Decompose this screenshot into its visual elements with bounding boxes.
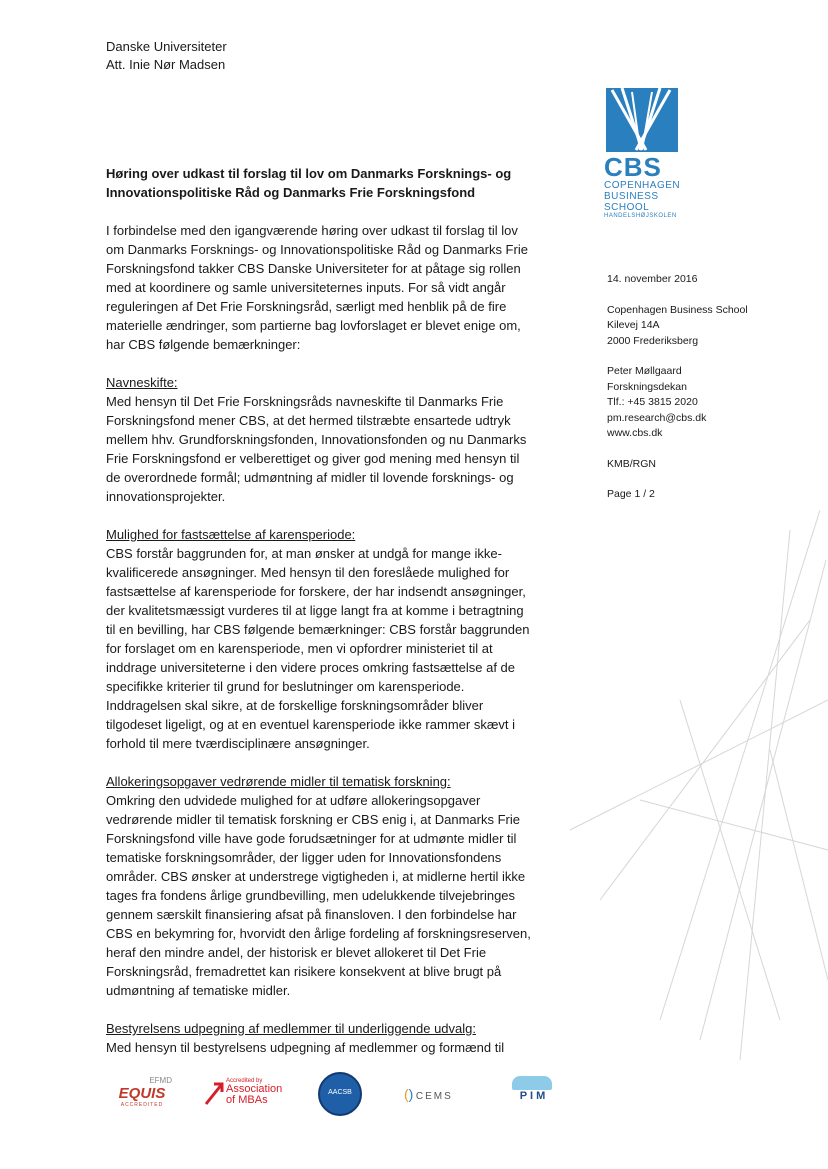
section-line: Inddragelsen skal sikre, at de forskellige forskningsområder bliver (106, 698, 484, 713)
cbs-logo-sub-1: COPENHAGEN (604, 180, 681, 191)
section-heading: Mulighed for fastsættelse af karensperiode: (106, 527, 356, 542)
letter-date: 14. november 2016 (607, 273, 698, 285)
address-line: Kilevej 14A (607, 319, 660, 331)
cems-text: CEMS (415, 1091, 453, 1102)
section-heading: Bestyrelsens udpegning af medlemmer til underliggende udvalg: (106, 1021, 476, 1036)
section-line: tilgodeset ligeligt, og at en eventuel karensperiode ikke rammer skævt i (106, 717, 515, 732)
aacsb-text: AACSB (328, 1089, 352, 1096)
recipient-line-1: Danske Universiteter (106, 39, 227, 54)
intro-line: om Danmarks Forsknings- og Innovationspolitiske Råd og Danmarks Frie (106, 242, 528, 257)
equis-logo (112, 1076, 172, 1108)
equis-accredited-text: ACCREDITED (120, 1102, 164, 1108)
intro-paragraph (106, 221, 576, 354)
equis-text: EQUIS (118, 1085, 166, 1102)
section-line: gennem særskilt finansiering afsat på finansloven. I den forbindelse har (106, 907, 517, 922)
section-line: CBS en bekymring for, hvorvidt den årlige fordeling af forskningsreserven, (106, 926, 531, 941)
contact-email[interactable]: pm.research@cbs.dk (607, 411, 707, 424)
intro-line: har CBS følgende bemærkninger: (106, 337, 301, 352)
section-heading: Navneskifte: (106, 375, 178, 390)
contact-line: Forskningsdekan (607, 380, 687, 393)
section-karensperiode (106, 525, 576, 753)
intro-line: med at koordinere og samle universiteternes inputs. For så vidt angår (106, 280, 506, 295)
section-line: inddrage universiteterne i den videre proces omkring fastsættelse af de (106, 660, 515, 675)
address-line: 2000 Frederiksberg (607, 334, 699, 347)
contact-line: Peter Møllgaard (607, 365, 682, 377)
cems-arc-icon: ( (404, 1086, 409, 1102)
cems-arc-icon: ) (408, 1086, 414, 1102)
section-line: fastsættelse af karensperiode for forskere, der har indsendt ansøgninger, (106, 584, 526, 599)
cbs-logo-sub-2: BUSINESS SCHOOL (604, 191, 659, 213)
efmd-text: EFMD (149, 1076, 172, 1085)
contact-website[interactable]: www.cbs.dk (607, 427, 663, 439)
pim-text: PIM (519, 1090, 549, 1102)
amba-top-text: Accredited by (226, 1078, 263, 1084)
section-navneskifte (106, 373, 576, 506)
section-line: vedrørende midler til tematisk forskning er CBS enig i, at Danmarks Frie (106, 812, 520, 827)
cbs-logo-sub-3: HANDELSHØJSKOLEN (604, 213, 677, 219)
section-line: udmøntning af tematiske midler. (106, 983, 291, 998)
section-line: Forskningsfond ville have gode forudsætninger for at udmønte midler til (106, 831, 517, 846)
section-line: CBS forstår baggrunden for, at man ønsker at undgå for mange ikke- (106, 546, 502, 561)
section-line: Omkring den udvidede mulighed for at udføre allokeringsopgaver (106, 793, 481, 808)
section-line: forhold til mere tværdisciplinære ansøgninger. (106, 736, 370, 751)
section-line: til en bevilling, har CBS følgende bemærkninger: CBS forstår baggrunden (106, 622, 530, 637)
amba-arrow-icon (204, 1080, 226, 1106)
recipient-line-2: Att. Inie Nør Madsen (106, 57, 226, 72)
address-line: Copenhagen Business School (607, 303, 748, 316)
section-bestyrelse (106, 1019, 576, 1057)
sender-contact (607, 364, 807, 442)
section-line: Med hensyn til bestyrelsens udpegning af medlemmer og formænd til (106, 1040, 505, 1055)
aacsb-logo (318, 1072, 362, 1116)
section-line: for forslaget om en karensperiode, men vi opfordrer ministeriet til at (106, 641, 493, 656)
section-line: Frie Forskningsfond er velberettiget og giver god mening med hensyn til (106, 451, 520, 466)
section-line: kvalificerede ansøgninger. Med hensyn til den foreslåede mulighed for (106, 565, 510, 580)
amba-line-1: Association (226, 1083, 283, 1095)
amba-line-2: of MBAs (226, 1094, 268, 1106)
section-line: områder. CBS ønsker at understrege vigtigheden i, at midlerne hertil ikke (106, 869, 526, 884)
section-line: tematiske forskningsområder, der ligger uden for Innovationsfondens (106, 850, 502, 865)
cbs-logo (590, 88, 700, 219)
reference: KMB/RGN (607, 457, 657, 470)
letter-body (106, 221, 576, 1076)
contact-line: Tlf.: +45 3815 2020 (607, 396, 698, 408)
title-line-1: Høring over udkast til forslag til lov om Danmarks Forsknings- og (106, 166, 512, 181)
pim-logo (512, 1076, 556, 1102)
section-line: innovationsprojekter. (106, 489, 226, 504)
section-line: de overordnede formål; udmøntning af midler til lovende forsknings- og (106, 470, 514, 485)
accreditation-footer (106, 1072, 549, 1132)
section-heading: Allokeringsopgaver vedrørende midler til tematisk forskning: (106, 774, 451, 789)
section-line: specifikke kriterier til grund for beslutninger om karensperiode. (106, 679, 465, 694)
section-line: Forskningsfond mener CBS, at det hermed tilstræbte ensartede udtryk (106, 413, 511, 428)
decorative-lines-icon (540, 500, 828, 1060)
intro-line: reguleringen af Det Frie Forskningsråd, særligt med henblik på de fire (106, 299, 507, 314)
cems-logo (404, 1086, 474, 1102)
sender-address (607, 303, 807, 350)
cbs-logo-mark-icon (606, 88, 678, 152)
intro-line: Forskningsfond takker CBS Danske Universiteter for at påtage sig rollen (106, 261, 521, 276)
intro-line: I forbindelse med den igangværende høring over udkast til forslag til lov (106, 223, 518, 238)
sidebar-info (607, 272, 807, 518)
section-line: mellem hhv. Grundforskningsfonden, Innovationsfonden og nu Danmarks (106, 432, 527, 447)
intro-line: materielle ændringer, som partierne bag lovforslaget er blevet enige om, (106, 318, 521, 333)
section-line: heraf den mindre andel, der historisk er blevet allokeret til Det Frie (106, 945, 487, 960)
section-line: Med hensyn til Det Frie Forskningsråds navneskifte til Danmarks Frie (106, 394, 504, 409)
cbs-logo-name: CBS (604, 152, 662, 182)
title-line-2: Innovationspolitiske Råd og Danmarks Frie Forskningsfond (106, 185, 476, 200)
section-line: der kvalitetsmæssigt vurderes til at ligge langt fra at komme i betragtning (106, 603, 524, 618)
section-line: Forskningsråd, fremadrettet kan risikere konsekvent at blive brugt på (106, 964, 502, 979)
page-number: Page 1 / 2 (607, 488, 655, 500)
pim-globe-icon (512, 1076, 552, 1090)
recipient-block (106, 38, 227, 74)
amba-logo (204, 1078, 283, 1106)
section-line: tages fra fondens årlige grundbevilling, men udelukkende tilvejebringes (106, 888, 516, 903)
section-allokering (106, 772, 576, 1000)
document-title (106, 164, 566, 202)
